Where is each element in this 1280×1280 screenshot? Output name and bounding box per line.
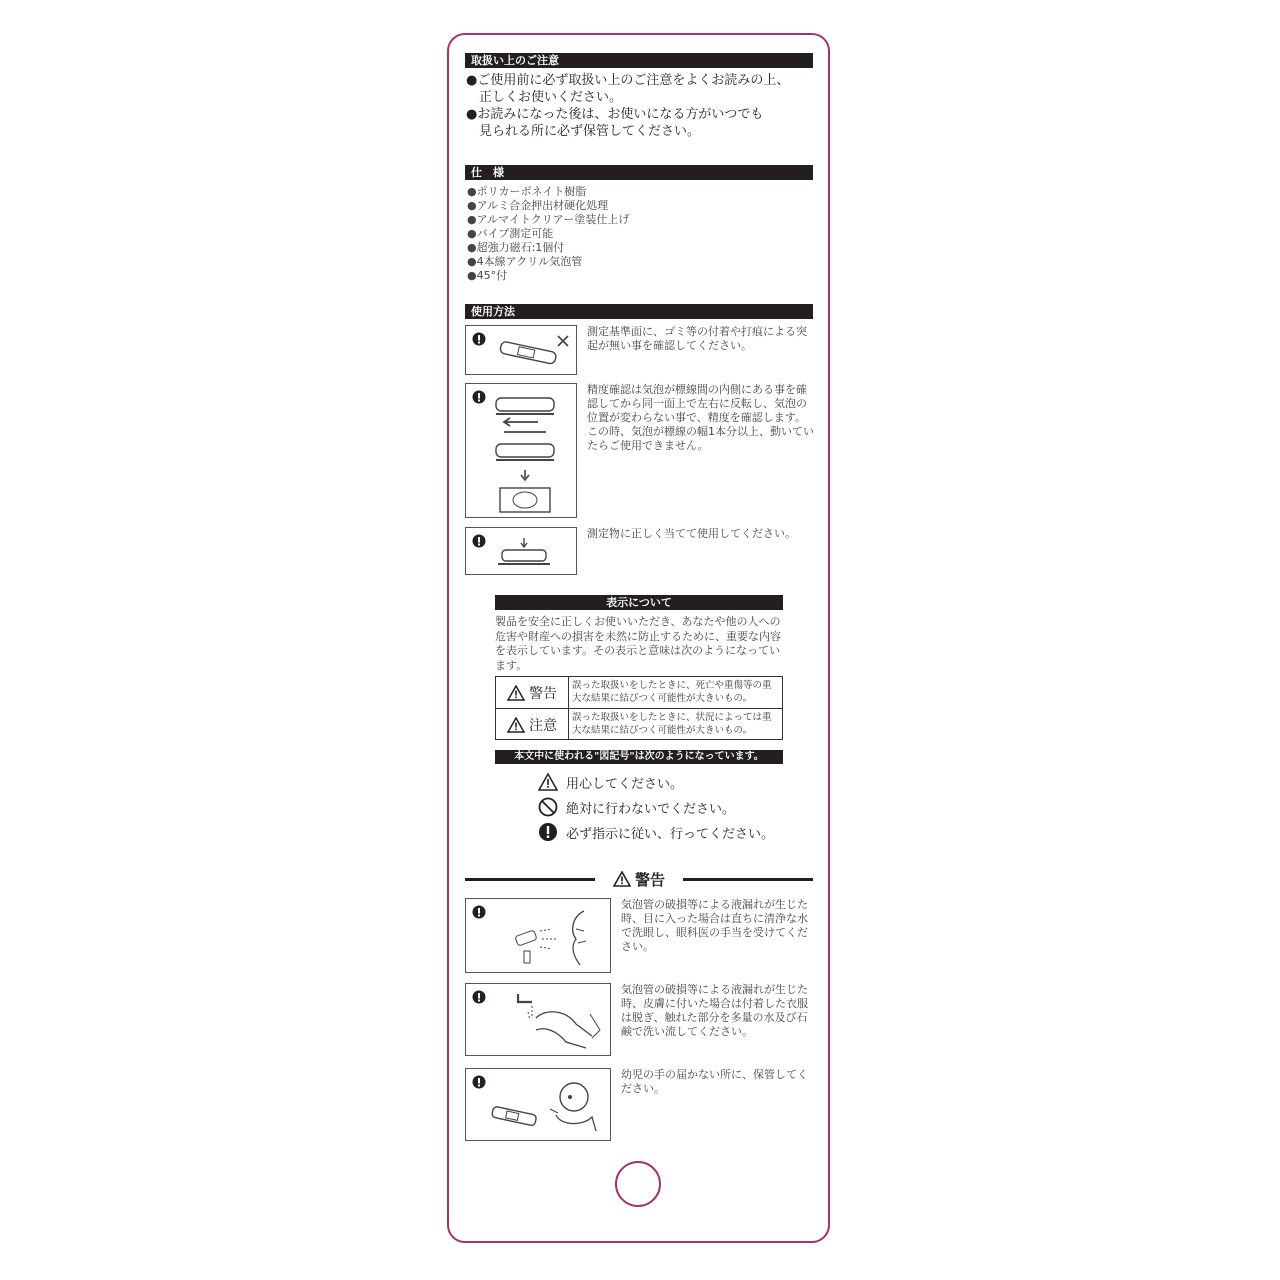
warning-illustration-2	[465, 983, 611, 1056]
mandatory-icon	[472, 534, 486, 548]
mandatory-icon	[472, 390, 486, 404]
usage-title: 使用方法	[465, 304, 813, 319]
signal-word: 注意	[529, 717, 557, 734]
spec-item: ●ポリカーボネイト樹脂	[467, 185, 587, 198]
signal-word: 警告	[529, 685, 557, 702]
symbol-row-mandatory	[538, 822, 774, 842]
warning-2-text: 気泡管の破損等による液漏れが生じた時、皮膚に付いた場合は付着した衣服は脱ぎ、触れた部分を多量の水及び石鹸で洗い流してください。	[621, 983, 808, 1038]
caution-triangle-icon	[538, 773, 558, 791]
spec-item: ●パイプ測定可能	[467, 227, 554, 240]
usage-step-3-text: 測定物に正しく当てて使用してください。	[587, 527, 796, 540]
mandatory-icon	[472, 990, 486, 1004]
mandatory-icon	[538, 822, 558, 842]
notice-title: 取扱い上のご注意	[465, 53, 813, 68]
usage-illustration-2	[465, 383, 577, 518]
divider	[465, 878, 595, 881]
eye-splash-icon	[506, 907, 606, 969]
warning-illustration-3	[465, 1068, 611, 1141]
mandatory-icon	[472, 1075, 486, 1089]
caution-triangle-icon	[507, 685, 525, 701]
usage-illustration-1	[465, 325, 577, 375]
symbol-row-caution	[538, 772, 683, 792]
usage-step-1-text: 測定基準面に、ゴミ等の付着や打痕による突起が無い事を確認してください。	[587, 325, 807, 352]
spec-item: ●4本線アクリル気泡管	[467, 255, 583, 268]
spec-item: ●超強力磁石:1個付	[467, 241, 565, 254]
level-tool-icon	[494, 332, 574, 370]
warning-title-text: 警告	[634, 870, 665, 889]
symbol-text: 用心してください。	[566, 776, 684, 792]
mandatory-icon	[472, 905, 486, 919]
notice-line: 正しくお使いください。	[466, 90, 623, 105]
caution-triangle-icon	[613, 871, 631, 887]
signal-row-caution	[496, 709, 782, 740]
specs-list	[467, 185, 767, 283]
level-on-surface-icon	[494, 536, 554, 570]
signal-desc: 誤った取扱いをしたときに、死亡や重傷等の重大な結果に結びつく可能性が大きいもの。	[572, 680, 772, 704]
signal-label	[496, 709, 569, 740]
symbol-text: 必ず指示に従い、行ってください。	[566, 826, 775, 842]
prohibited-icon	[538, 797, 558, 817]
notice-line: ●ご使用前に必ず取扱い上のご注意をよくお読みの上、	[466, 73, 790, 88]
display-intro: 製品を安全に正しくお使いいただき、あなたや他の人への危害や財産への損害を未然に防止するために、重要な内容を表示しています。その表示と意味は次のようになっています。	[495, 615, 781, 672]
divider	[683, 878, 813, 881]
specs-title: 仕 様	[465, 165, 813, 180]
usage-illustration-3	[465, 527, 577, 575]
notice-line: ●お読みになった後は、お使いになる方がいつでも	[466, 107, 764, 122]
hand-wash-icon	[506, 988, 606, 1052]
notice-text	[466, 72, 826, 140]
signal-label	[496, 677, 569, 708]
child-with-level-icon	[486, 1075, 606, 1137]
signal-row-warning	[496, 677, 782, 709]
notice-line: 見られる所に必ず保管してください。	[466, 124, 701, 139]
symbol-text: 絶対に行わないでください。	[566, 801, 736, 817]
symbols-title: 本文中に使われる"図記号"は次のようになっています。	[495, 750, 783, 764]
accuracy-check-icon	[490, 394, 560, 516]
usage-step-2-text: 精度確認は気泡が標線間の内側にある事を確認してから同一面上で左右に反転し、気泡の位置が変わらない事で、精度を確認します。この時、気泡が標線の幅1本分以上、動いていたらご使用できません。	[587, 383, 814, 452]
signal-desc: 誤った取扱いをしたときに、状況によっては重大な結果に結びつく可能性が大きいもの。	[572, 712, 772, 736]
caution-triangle-icon	[507, 717, 525, 733]
display-title: 表示について	[495, 595, 783, 610]
warning-header	[465, 870, 813, 888]
spec-item: ●アルマイトクリアー塗装仕上げ	[467, 213, 630, 226]
warning-3-text: 幼児の手の届かない所に、保管してください。	[621, 1068, 808, 1095]
spec-item: ●アルミ合金押出材硬化処理	[467, 199, 609, 212]
warning-1-text: 気泡管の破損等による液漏れが生じた時、目に入った場合は直ちに清浄な水で洗眼し、眼科医の手当を受けてください。	[621, 898, 808, 953]
hanging-hole	[615, 1161, 661, 1207]
warning-title	[601, 870, 677, 888]
signal-word-table	[495, 676, 783, 740]
warning-illustration-1	[465, 898, 611, 973]
mandatory-icon	[472, 332, 486, 346]
symbol-row-prohibited	[538, 797, 735, 817]
spec-item: ●45°付	[467, 269, 508, 282]
